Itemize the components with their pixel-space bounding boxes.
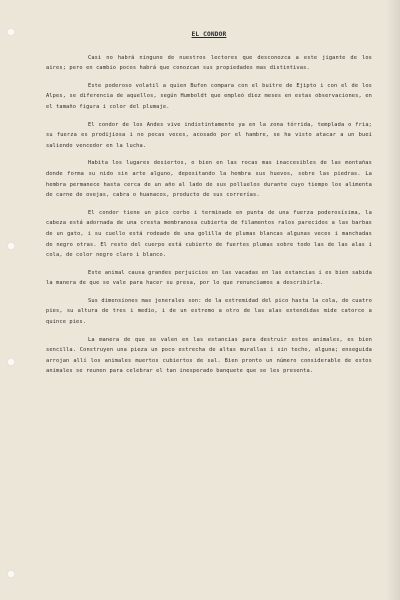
paragraph: Este animal causa grandes perjuicios en las vacadas en las estancias i es bien sabida la manera de que se vale para hacer su presa, por lo que renunciamos a describirla.	[46, 269, 372, 287]
paragraph: Habita los lugares desiertos, o bien en las rocas mas inaccesibles de las montañas donde forma su nido sin arte alguno, depositando la hembra sus huevos, sobre las piedras. La hembra permanece hasta cerca de un año al lado de sus polluelos durante cuyo tiempo los alimenta de carne de ovejas, cabra o huanacos, producto de sus correrías.	[46, 160, 372, 199]
paragraph: El condor tiene un pico corbo i terminado en punta de una fuerza poderosísima, la cabeza está adornada de una cresta membranosa cubierta de filamentos ralos parecidos a las barbas de un gato, i su cuello está rodeado de una golilla de plumas blancas algunas veces i manchadas de negro otras. El resto del cuerpo está cubierto de fuertes plumas sobre todo las de las alas i cola, de color negro claro i blanco.	[46, 209, 372, 259]
punch-hole	[7, 28, 15, 36]
punch-hole	[7, 242, 15, 250]
paragraph: Sus dimensiones mas jenerales son: de la extremidad del pico hasta la cola, de cuatro pies, su altura de tres i medio, i de un estremo a otro de las alas extendidas mide catorce a quince pies.	[46, 297, 372, 326]
page-edge-shadow	[386, 0, 400, 600]
punch-hole	[7, 570, 15, 578]
paragraph: Casi no habrá ninguno de nuestros lectores que desconozca a este jigante de los aires; pero en cambio pocos habrá que conozcan sus propiedades mas distintivas.	[46, 54, 372, 72]
paragraph: Este poderoso volatil a quien Bufon compara con el buitre de Ejipto i con el de los Alpes, se diferencia de aquellos, según Humboldt que empleó diez meses en estas observaciones, en el tamaño figura i color del plumaje.	[46, 82, 372, 110]
paragraph: La manera de que se valen en las estancias para destruir estos animales, es bien sencilla. Construyen una pieza un poco estrecha de altas murallas i sin techo, alguna; enseguida arrojan allí los animales muertos cubiertos de sal. Bien pronto un número considerable de estos animales se reunen para celebrar el tan inesperado banquete que se les presenta.	[46, 336, 372, 375]
document-body	[46, 14, 372, 384]
paragraph: El condor de los Andes vive indistintamente ya en la zona tórrida, templada o fria; su fuerza es prodijiosa i no pocas veces, acosado por el hambre, se ha visto atacar a un buei saliendo vencedor en la lucha.	[46, 121, 372, 149]
document-title: EL CONDOR	[191, 31, 227, 38]
punch-hole	[7, 358, 15, 366]
